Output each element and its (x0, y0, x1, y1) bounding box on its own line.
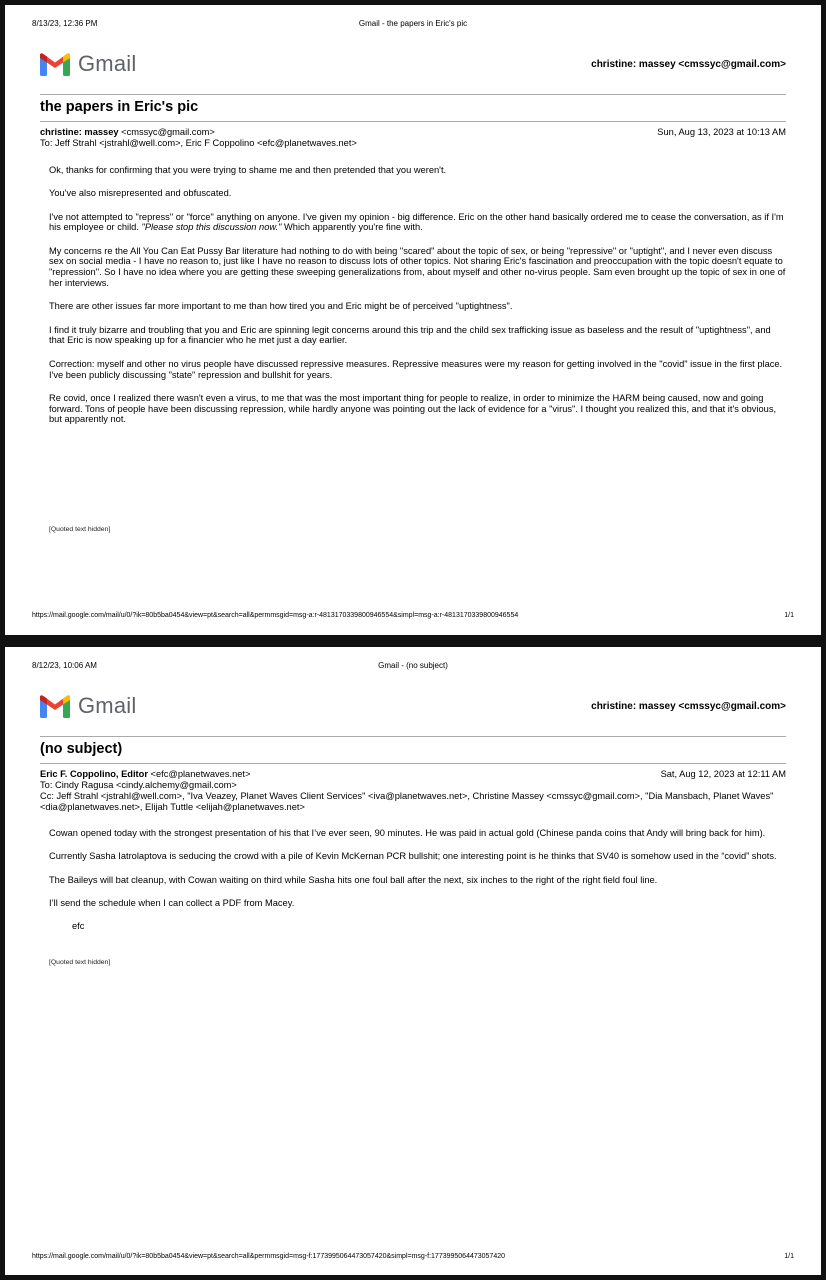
gmail-m-icon (40, 695, 70, 718)
body-paragraph: Currently Sasha Iatrolaptova is seducing the crowd with a pile of Kevin McKernan PCR bullshit; one interesting point is he thinks that SV40 is somehow used in the “covid” shots. (49, 851, 777, 862)
divider (40, 736, 786, 737)
email-subject: the papers in Eric's pic (40, 99, 199, 115)
body-paragraph (49, 212, 786, 234)
email-subject: (no subject) (40, 741, 123, 757)
quoted-text-hidden[interactable]: [Quoted text hidden] (49, 526, 111, 533)
body-paragraph: My concerns re the All You Can Eat Pussy Bar literature had nothing to do with being "scared" about the topic of sex, or being "repressive" or "uptight", and I never even discuss sex on social media - I have no reason to, just like I have no reason to discuss lots of other topics. Not sharing Eric's fascination and preoccupation with the topic doesn't equate to "repression". So I have no idea where you are getting these sweeping generalizations from, about myself and other no-virus people. Sam even brought up the topic of sex in one of her interviews. (49, 245, 786, 289)
recipients-cc: Cc: Jeff Strahl <jstrahl@well.com>, "Iva Veazey, Planet Waves Client Services" <iva@planetwaves.net>, Christine Massey <cmssyc@gmail.com>, "Dia Mansbach, Planet Waves" <dia@planetwaves.net>, Elijah Tuttle <elijah@planetwaves.net> (40, 791, 774, 812)
body-text: Which apparently you're fine with. (281, 222, 423, 233)
print-page-2 (5, 647, 821, 1275)
body-paragraph: The Baileys will bat cleanup, with Cowan waiting on third while Sasha hits one foul ball after the next, six inches to the right of the right field foul line. (49, 874, 658, 885)
page-number: 1/1 (784, 612, 794, 619)
quoted-text-hidden[interactable]: [Quoted text hidden] (49, 959, 111, 966)
message-header (40, 127, 786, 149)
body-paragraph: Re covid, once I realized there wasn't even a virus, to me that was the most important thing for people to realize, in order to minimize the HARM being caused, now and going forward. Tons of people have been discussing repression, while hardly anyone was pointing out the lack of evidence for a "virus". I thought you realized this, and that it's obvious, but apparently not. (49, 392, 777, 425)
divider (40, 121, 786, 122)
print-page-1 (5, 5, 821, 635)
print-date: 8/12/23, 10:06 AM (32, 661, 97, 670)
body-paragraph: There are other issues far more important to me than how tired you and Eric might be of perceived "uptightness". (49, 301, 513, 312)
gmail-logo (40, 51, 136, 77)
body-paragraph: You've also misrepresented and obfuscated. (49, 188, 232, 199)
message-date: Sun, Aug 13, 2023 at 10:13 AM (657, 127, 786, 137)
message-body (49, 165, 786, 438)
body-paragraph: Ok, thanks for confirming that you were trying to shame me and then pretended that you weren't. (49, 165, 447, 175)
print-title: Gmail - the papers in Eric's pic (358, 19, 468, 28)
sender-name: christine: massey (40, 127, 119, 137)
gmail-logo (40, 693, 136, 719)
recipients-to: To: Cindy Ragusa <cindy.alchemy@gmail.com> (40, 780, 237, 790)
gmail-logo-text: Gmail (78, 693, 137, 718)
body-paragraph: Cowan opened today with the strongest presentation of his that I’ve ever seen, 90 minutes. He was paid in actual gold (Chinese panda coins that Andy will bring back for him). (49, 828, 766, 838)
gmail-logo-text: Gmail (78, 51, 137, 76)
body-paragraph: I find it truly bizarre and troubling that you and Eric are spinning legit concerns around this trip and the child sex trafficking issue as baseless and the result of "uptightness", and that Eric is now speaking up for a financier who he met just a day earlier. (49, 324, 771, 346)
page-number: 1/1 (784, 1253, 794, 1260)
account-label: christine: massey <cmssyc@gmail.com> (591, 59, 786, 70)
print-date: 8/13/23, 12:36 PM (32, 19, 98, 28)
message-body (49, 828, 786, 932)
print-url: https://mail.google.com/mail/u/0/?ik=80b5ba0454&view=pt&search=all&permmsgid=msg-a:r-4813170339800946554&simpl=msg-a:r-4813170339800946554 (32, 612, 519, 619)
print-title: Gmail - (no subject) (378, 661, 448, 670)
divider (40, 94, 786, 95)
recipients-to: To: Jeff Strahl <jstrahl@well.com>, Eric F Coppolino <efc@planetwaves.net> (40, 138, 357, 148)
print-url: https://mail.google.com/mail/u/0/?ik=80b5ba0454&view=pt&search=all&permmsgid=msg-f:1773995064473057420&simpl=msg-f:1773995064473057420 (32, 1253, 506, 1260)
body-paragraph: I’ll send the schedule when I can collect a PDF from Macey. (49, 897, 295, 908)
message-header (40, 769, 786, 813)
body-text: I've not attempted to "repress" or "force" anything on anyone. I've given my opinion - big difference. Eric on the other hand basically ordered me to cease the conversation, as if I'm his employee or child. (49, 211, 784, 233)
message-date: Sat, Aug 12, 2023 at 12:11 AM (660, 769, 786, 779)
account-label: christine: massey <cmssyc@gmail.com> (591, 701, 786, 712)
sender-name: Eric F. Coppolino, Editor (40, 769, 148, 779)
sender-email: <efc@planetwaves.net> (150, 769, 251, 779)
divider (40, 763, 786, 764)
gmail-m-icon (40, 53, 70, 76)
sender-email: <cmssyc@gmail.com> (121, 127, 215, 137)
body-paragraph: Correction: myself and other no virus people have discussed repressive measures. Repressive measures were my reason for getting involved in the "covid" issue in the first place. I've been publicly discussing "state" repression and bullshit for years. (49, 358, 783, 380)
signature: efc (72, 921, 85, 932)
quoted-request: "Please stop this discussion now." (141, 222, 282, 233)
